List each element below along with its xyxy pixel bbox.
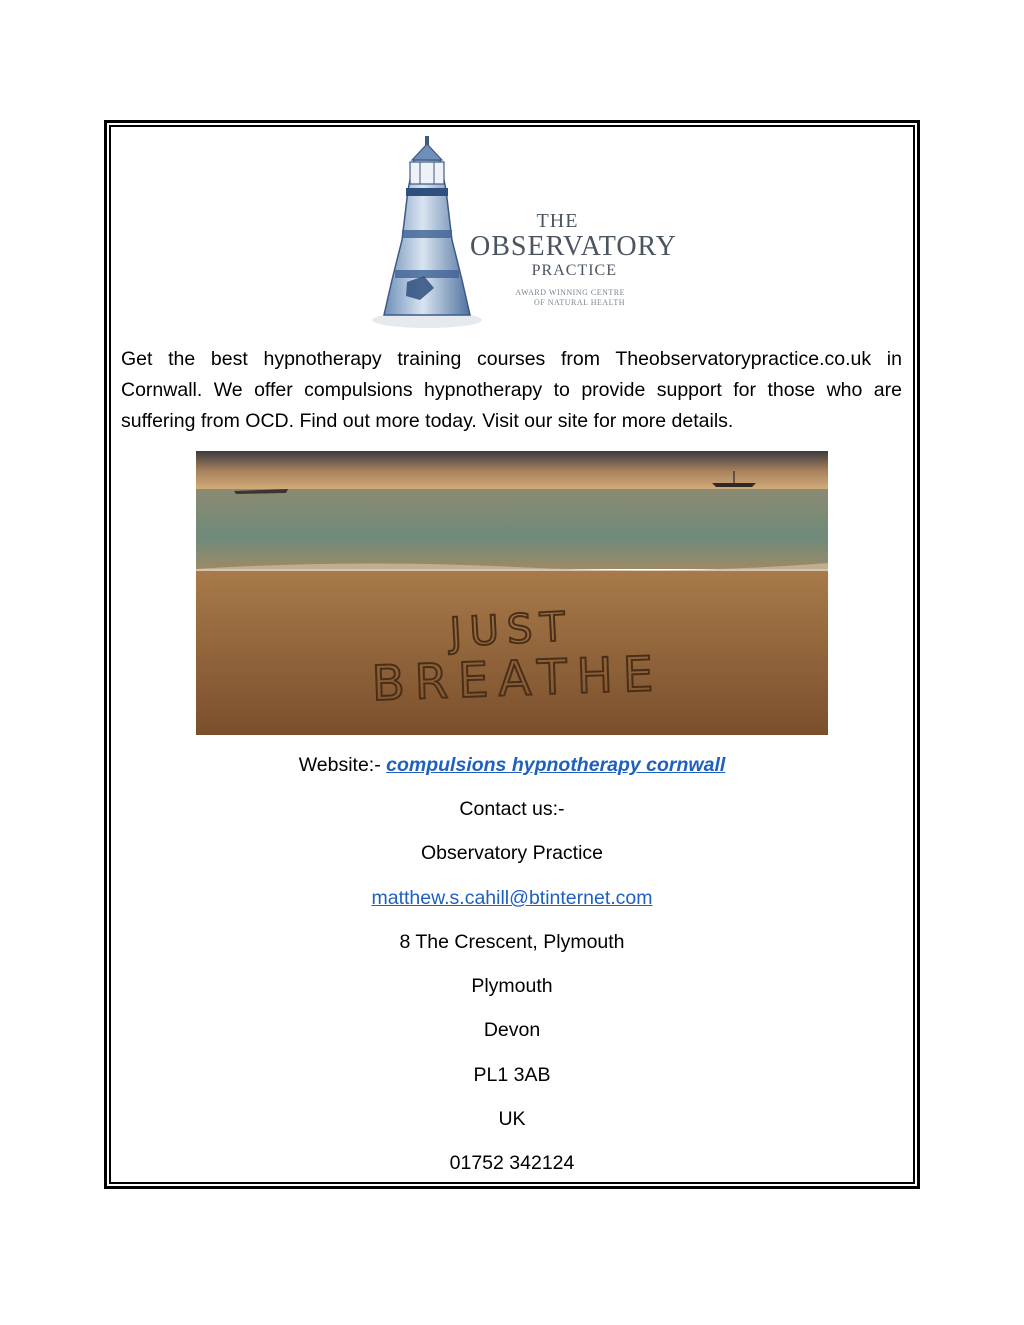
logo-observatory: OBSERVATORY [470, 231, 677, 262]
logo-wordmark [470, 210, 677, 308]
sand-text-just: JUST [448, 603, 574, 657]
logo-practice: PRACTICE [531, 262, 617, 279]
contact-phone: 01752 342124 [449, 1152, 575, 1174]
website-link[interactable]: compulsions hypnotherapy cornwall [386, 754, 726, 776]
address-country: UK [498, 1108, 526, 1130]
website-label: Website:- [298, 754, 381, 776]
email-link[interactable]: matthew.s.cahill@btinternet.com [371, 887, 653, 909]
beach-photo [196, 451, 828, 735]
intro-paragraph: Get the best hypnotherapy training courses from Theobservatorypractice.co.uk in Cornwall. We offer compulsions hypnotherapy to provide support for those who are suffering from OCD. Find out more today. Visit our site for more details. [121, 348, 902, 432]
contact-label: Contact us:- [459, 798, 565, 820]
logo-tagline-1: AWARD WINNING CENTRE [515, 288, 625, 297]
logo-the: THE [536, 210, 579, 232]
contact-email-line [109, 886, 915, 910]
address-city: Plymouth [471, 975, 553, 997]
logo-tagline-2: OF NATURAL HEALTH [533, 298, 625, 307]
address-line-1: 8 The Crescent, Plymouth [399, 931, 625, 953]
address-postcode: PL1 3AB [473, 1064, 551, 1086]
sand-text-breathe: BREATHE [370, 645, 665, 713]
address-county: Devon [483, 1019, 541, 1041]
contact-name: Observatory Practice [420, 842, 604, 864]
website-line [109, 753, 915, 777]
